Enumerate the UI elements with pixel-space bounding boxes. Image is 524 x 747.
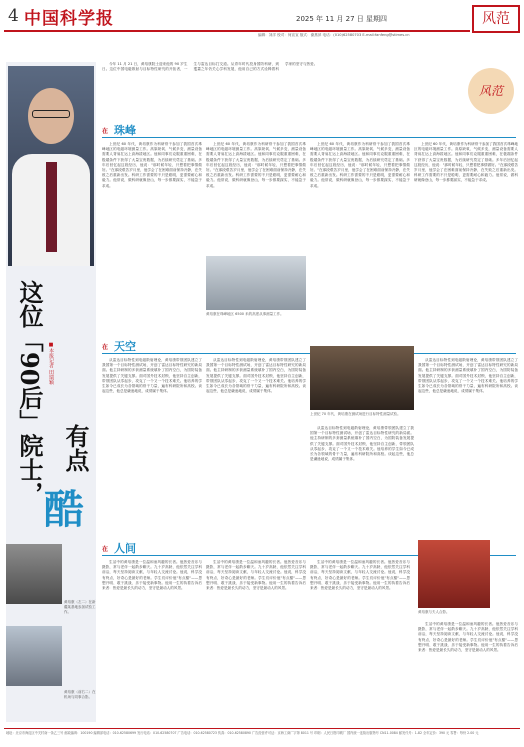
section-1-text-col4: 上世纪 60 年代，黄培康作为科研骨干参加了我国首次珠峰地区的电磁环境测量工作。高原缺氧、气候多变，测量设备需要人背肩扛运上高海拔地区。他和同事们克服重重困难，在极端条件下获得了大量宝贵数据，为后续研究奠定了基础。多年后回忆起这段经历，他说："那时候年轻，只想着把事情做好。"在那段艰苦岁月里，他学会了在困难面前保持冷静，在失败之后重新出发。科研工作需要的不只是聪明，更需要耐心和毅力。他常说，做科研就像登山，每一步都要踩实，不能急于求成。: [414, 142, 518, 183]
editor-info: 编辑：刘洋 校对：何宣宣 版式：谢燕萍 电话：(010)62580703 E-mail:fanfeng@stimes.cn: [258, 33, 410, 37]
section-rule-1: [102, 137, 516, 138]
page-number: 4: [8, 6, 19, 26]
section-1-text-col2: 上世纪 60 年代，黄培康作为科研骨干参加了我国首次珠峰地区的电磁环境测量工作。高原缺氧、气候多变，测量设备需要人背肩扛运上高海拔地区。他和同事们克服重重困难，在极端条件下获得了大量宝贵数据，为后续研究奠定了基础。多年后回忆起这段经历，他说："那时候年轻，只想着把事情做好。"在那段艰苦岁月里，他学会了在困难面前保持冷静，在失败之后重新出发。科研工作需要的不只是聪明，更需要耐心和毅力。他常说，做科研就像登山，每一步都要踩实，不能急于求成。: [206, 142, 306, 188]
section-rule-2: [102, 353, 516, 354]
section-2-text: 从雷达目标特性到电磁散射理论，黄培康带领团队建立了我国第一个目标特性测试场，开创了雷达目标特性研究的新局面。他主持研制的多套测量系统填补了国内空白，为国防装备发展提供了关键支撑。面对国外技术封锁，他坚持自主创新，带领团队从零起步，攻克了一个又一个技术难关。他培养的学生如今已成长为各领域的骨干力量，遍布科研院所和高校。谈起这些，他总是谦逊地说，成绩属于集体。: [102, 358, 202, 394]
byline: ■本报记者 田瑞颖: [48, 342, 54, 385]
section-label: 风范: [472, 5, 520, 33]
section-head-1: 在 珠峰: [102, 124, 137, 137]
section-2-text-col2: 从雷达目标特性到电磁散射理论，黄培康带领团队建立了我国第一个目标特性测试场，开创了雷达目标特性研究的新局面。他主持研制的多套测量系统填补了国内空白，为国防装备发展提供了关键支撑。面对国外技术封锁，他坚持自主创新，带领团队从零起步，攻克了一个又一个技术难关。他培养的学生如今已成长为各领域的骨干力量，遍布科研院所和高校。谈起这些，他总是谦逊地说，成绩属于集体。: [206, 358, 306, 394]
portrait-photo: [8, 66, 94, 266]
column-emblem: 风范: [468, 68, 514, 114]
couple-caption: 黄培康与夫人合影。: [418, 610, 450, 614]
headline-part1: 这位「90后」院士，: [15, 280, 44, 506]
intro-text: 今年 11 月 21 日，黄培康院士迎来他的 90 岁生日。这位中国电磁散射与目标特性研究的开拓者，一生与雷达目标打交道。从青年时代投身国防科研，到耄耋之年仍关心学科发展，他用自己的方式诠释着科学家的坚守与热爱。: [102, 62, 318, 72]
section-1-text: 上世纪 60 年代，黄培康作为科研骨干参加了我国首次珠峰地区的电磁环境测量工作。高原缺氧、气候多变，测量设备需要人背肩扛运上高海拔地区。他和同事们克服重重困难，在极端条件下获得了大量宝贵数据，为后续研究奠定了基础。多年后回忆起这段经历，他说："那时候年轻，只想着把事情做好。"在那段艰苦岁月里，他学会了在困难面前保持冷静，在失败之后重新出发。科研工作需要的不只是聪明，更需要耐心和毅力。他常说，做科研就像登山，每一步都要踩实，不能急于求成。: [102, 142, 202, 188]
section-3-text-col2: 生活中的黄培康是一位温和而风趣的长者。他热爱音乐与摄影，常与老伴一起散步聊天。九十岁高龄，他依然关注学科前沿，每天坚持阅读文献，与年轻人交流讨论。他说，科学没有终点，好奇心是最好的老师。学生们评价他"有点酷"——思想开明、敢于挑战、乐于接受新事物。他用一生的执着告诉后来者：热爱是最长久的动力，坚守是最动人的风景。: [206, 560, 306, 591]
team-photo-upper: [6, 544, 62, 604]
ridge-photo: [206, 256, 306, 310]
section-2-text-col3: 从雷达目标特性到电磁散射理论，黄培康带领团队建立了我国第一个目标特性测试场，开创了雷达目标特性研究的新局面。他主持研制的多套测量系统填补了国内空白，为国防装备发展提供了关键支撑。面对国外技术封锁，他坚持自主创新，带领团队从零起步，攻克了一个又一个技术难关。他培养的学生如今已成长为各领域的骨干力量，遍布科研院所和高校。谈起这些，他总是谦逊地说，成绩属于集体。: [310, 426, 414, 462]
masthead: 中国科学报: [24, 9, 114, 29]
section-head-3: 在 人间: [102, 542, 137, 555]
section-3-text-col4: 生活中的黄培康是一位温和而风趣的长者。他热爱音乐与摄影，常与老伴一起散步聊天。九十岁高龄，他依然关注学科前沿，每天坚持阅读文献，与年轻人交流讨论。他说，科学没有终点，好奇心是最好的老师。学生们评价他"有点酷"——思想开明、敢于挑战、乐于接受新事物。他用一生的执着告诉后来者：热爱是最长久的动力，坚守是最动人的风景。: [418, 622, 518, 653]
section-1-text-col3: 上世纪 60 年代，黄培康作为科研骨干参加了我国首次珠峰地区的电磁环境测量工作。高原缺氧、气候多变，测量设备需要人背肩扛运上高海拔地区。他和同事们克服重重困难，在极端条件下获得了大量宝贵数据，为后续研究奠定了基础。多年后回忆起这段经历，他说："那时候年轻，只想着把事情做好。"在那段艰苦岁月里，他学会了在困难面前保持冷静，在失败之后重新出发。科研工作需要的不只是聪明，更需要耐心和毅力。他常说，做科研就像登山，每一步都要踩实，不能急于求成。: [310, 142, 410, 188]
footer-rule: [4, 728, 520, 729]
section-head-2: 在 天空: [102, 340, 137, 353]
caption-upper: 黄培康（左二）在新疆某基地参加试验工作。: [64, 600, 96, 614]
header-rule: [4, 30, 470, 32]
section-3-text: 生活中的黄培康是一位温和而风趣的长者。他热爱音乐与摄影，常与老伴一起散步聊天。九十岁高龄，他依然关注学科前沿，每天坚持阅读文献，与年轻人交流讨论。他说，科学没有终点，好奇心是最好的老师。学生们评价他"有点酷"——思想开明、敢于挑战、乐于接受新事物。他用一生的执着告诉后来者：热爱是最长久的动力，坚守是最动人的风景。: [102, 560, 202, 591]
telescope-photo: [310, 346, 414, 410]
headline-part2: 有点: [61, 424, 90, 472]
telescope-caption: 上世纪 70 年代，黄培康在测试场进行目标特性测量试验。: [310, 412, 401, 416]
ridge-caption: 黄培康在珠峰地区 6500 米的高度从事测量工作。: [206, 312, 284, 316]
couple-photo: [418, 540, 490, 608]
caption-lower: 黄培康（前右二）在机场与同事合影。: [64, 690, 96, 699]
footer-info: 地址：北京市海淀区中关村南一条乙三号 邮政编码：100190 编辑部电话：010-62580699 发行电话：010-62580707 广告电话：010-62580723 传真：010-62580890 广告经营许可证：京海工商广字第 8011 号 印刷：人民日报印刷厂 国内统一连续出版物号 CN11-0084 邮发代号：1-82 全年定价：390 元 零售：每份 2.00 元: [6, 731, 479, 735]
issue-date: 2025 年 11 月 27 日 星期四: [296, 15, 387, 23]
team-photo-lower: [6, 626, 62, 686]
section-2-text-col4: 从雷达目标特性到电磁散射理论，黄培康带领团队建立了我国第一个目标特性测试场，开创了雷达目标特性研究的新局面。他主持研制的多套测量系统填补了国内空白，为国防装备发展提供了关键支撑。面对国外技术封锁，他坚持自主创新，带领团队从零起步，攻克了一个又一个技术难关。他培养的学生如今已成长为各领域的骨干力量，遍布科研院所和高校。谈起这些，他总是谦逊地说，成绩属于集体。: [418, 358, 518, 394]
section-3-text-col3: 生活中的黄培康是一位温和而风趣的长者。他热爱音乐与摄影，常与老伴一起散步聊天。九十岁高龄，他依然关注学科前沿，每天坚持阅读文献，与年轻人交流讨论。他说，科学没有终点，好奇心是最好的老师。学生们评价他"有点酷"——思想开明、敢于挑战、乐于接受新事物。他用一生的执着告诉后来者：热爱是最长久的动力，坚守是最动人的风景。: [310, 560, 410, 591]
headline-part3: 酷: [44, 486, 84, 533]
